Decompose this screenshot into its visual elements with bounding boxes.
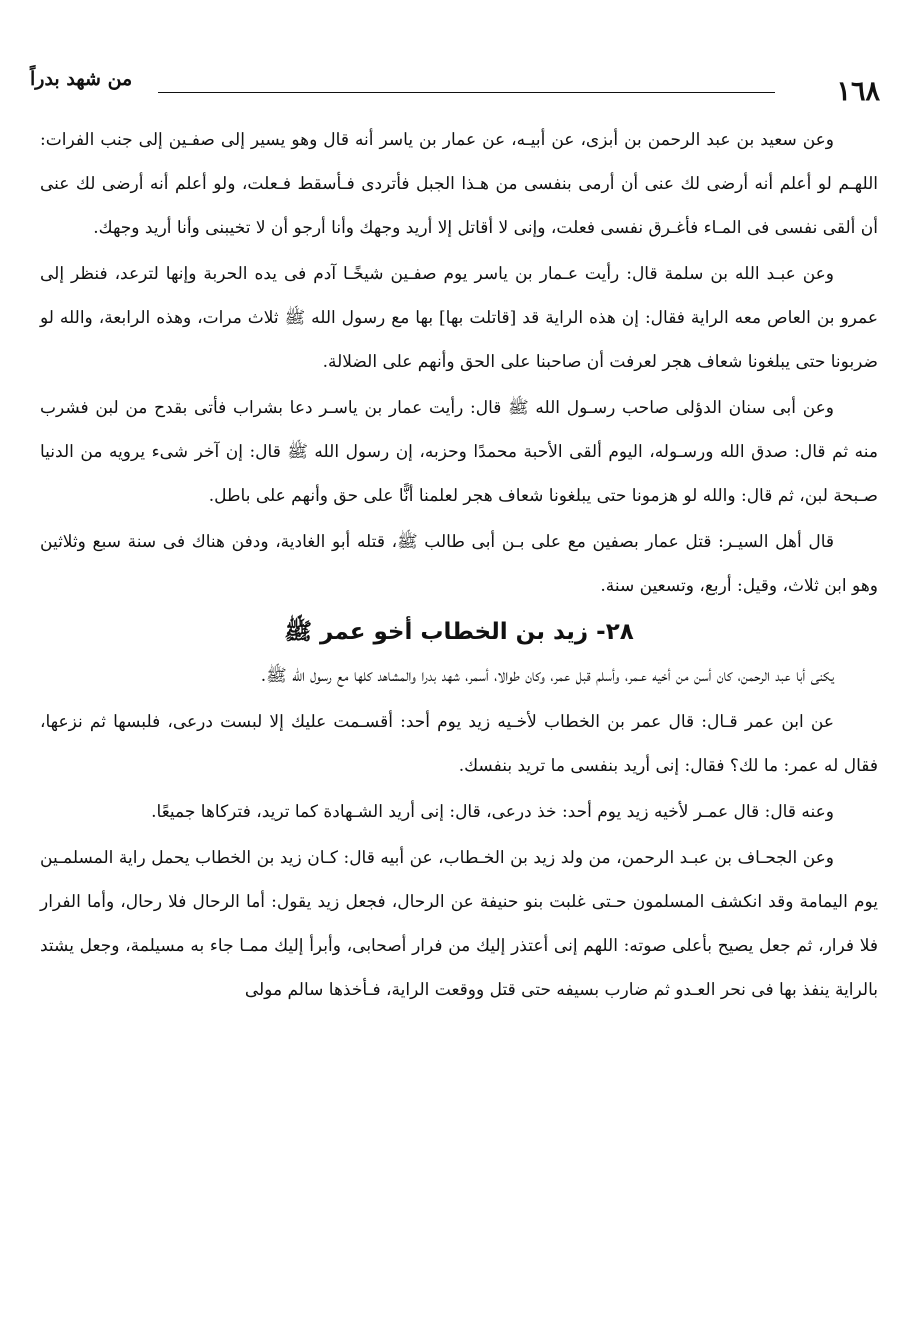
paragraph: عن ابن عمر قـال: قال عمر بن الخطاب لأخـيه زيد يوم أحد: أقسـمت عليك إلا لبست درعى، فلبسها ثم نزعها، فقال له عمر: ما لك؟ فقال: إنى أريد بنفسى ما تريد بنفسك. <box>40 712 878 776</box>
paragraph: وعن الجحـاف بن عبـد الرحمن، من ولد زيد بن الخـطاب، عن أبيه قال: كـان زيد بن الخطاب يحمل راية المسلمـين يوم اليمامة وقد انكشف المسلمون حـتى غلبت بنو حنيفة عن الرحال، فجعل زيد يقول: أما الرحال فلا رحال، وأما الفرار فلا فرار، ثم جعل يصيح بأعلى صوته: اللهم إنى أعتذر إليك من فرار أصحابى، وأبرأ إليك ممـا جاء به مسيلمة، وجعل يشتد بالراية ينفذ بها فى نحر العـدو ثم ضارب بسيفه حتى قتل ووقعت الراية، فـأخذها سالم مولى <box>40 848 878 1000</box>
paragraph: وعن سعيد بن عبد الرحمن بن أبزى، عن أبيـه، عن عمار بن ياسر أنه قال وهو يسير إلى صفـين إلى جنب الفرات: اللهـم لو أعلم أنه أرضى لك عنى أن أرمى بنفسى من هـذا الجبل فأتردى فـأسقط فـعلت، ولو أعلم أنه أرضى لك عنى أن ألقى نفسى فى المـاء فأغـرق نفسى فعلت، وإنى لا أقاتل إلا أريد وجهك وأنا أرجو أن لا تخيبنى وأنا أريد وجهك. <box>40 130 878 238</box>
paragraph: قال أهل السيـر: قتل عمار بصفين مع على بـن أبى طالب ﷺ، قتله أبو الغادية، ودفن هناك فى سنة سبع وثلاثين وهو ابن ثلاث، وقيل: أربع، وتسعين سنة. <box>40 532 878 596</box>
section-heading: ٢٨- زيد بن الخطاب أخو عمر ﷺ <box>284 619 634 645</box>
paragraph: يكنى أبا عبد الرحمن، كان أسن من أخيه عـمر، وأسلم قبل عمر، وكان طوالا، أسمر، شهد بدرا والمشاهد كلها مع رسول الله ﷺ. <box>260 666 834 686</box>
page-header <box>30 58 880 106</box>
paragraph: وعنه قال: قال عمـر لأخيه زيد يوم أحد: خذ درعى، قال: إنى أريد الشـهادة كما تريد، فتركاها جميعًا. <box>151 802 834 822</box>
header-rule <box>158 92 775 93</box>
body-text <box>40 118 878 1014</box>
page-number: ١٦٨ <box>836 76 880 107</box>
running-title: من شهد بدراً <box>30 68 133 90</box>
paragraph: وعن أبى سنان الدؤلى صاحب رسـول الله ﷺ قال: رأيت عمار بن ياسـر دعا بشراب فأتى بقدح من لبن فشرب منه ثم قال: صدق الله ورسـوله، اليوم ألقى الأحبة محمدًا وحزبه، إن رسول الله ﷺ قال: إن آخر شىء يرويه من الدنيا صـبحة لبن، ثم قال: والله لو هزمونا حتى يبلغونا شعاف هجر لعلمنا أنًّا على حق وأنهم على باطل. <box>40 398 878 506</box>
paragraph: وعن عبـد الله بن سلمة قال: رأيت عـمار بن ياسر يوم صفـين شيخًـا آدم فى يده الحربة وإنها لترعد، فنظر إلى عمرو بن العاص معه الراية فقال: إن هذه الراية قد [قاتلت بها] بها مع رسول الله ﷺ ثلاث مرات، وهذه الرابعة، والله لو ضربونا حتى يبلغونا شعاف هجر لعرفت أن صاحبنا على الحق وأنهم على الضلالة. <box>40 264 879 372</box>
